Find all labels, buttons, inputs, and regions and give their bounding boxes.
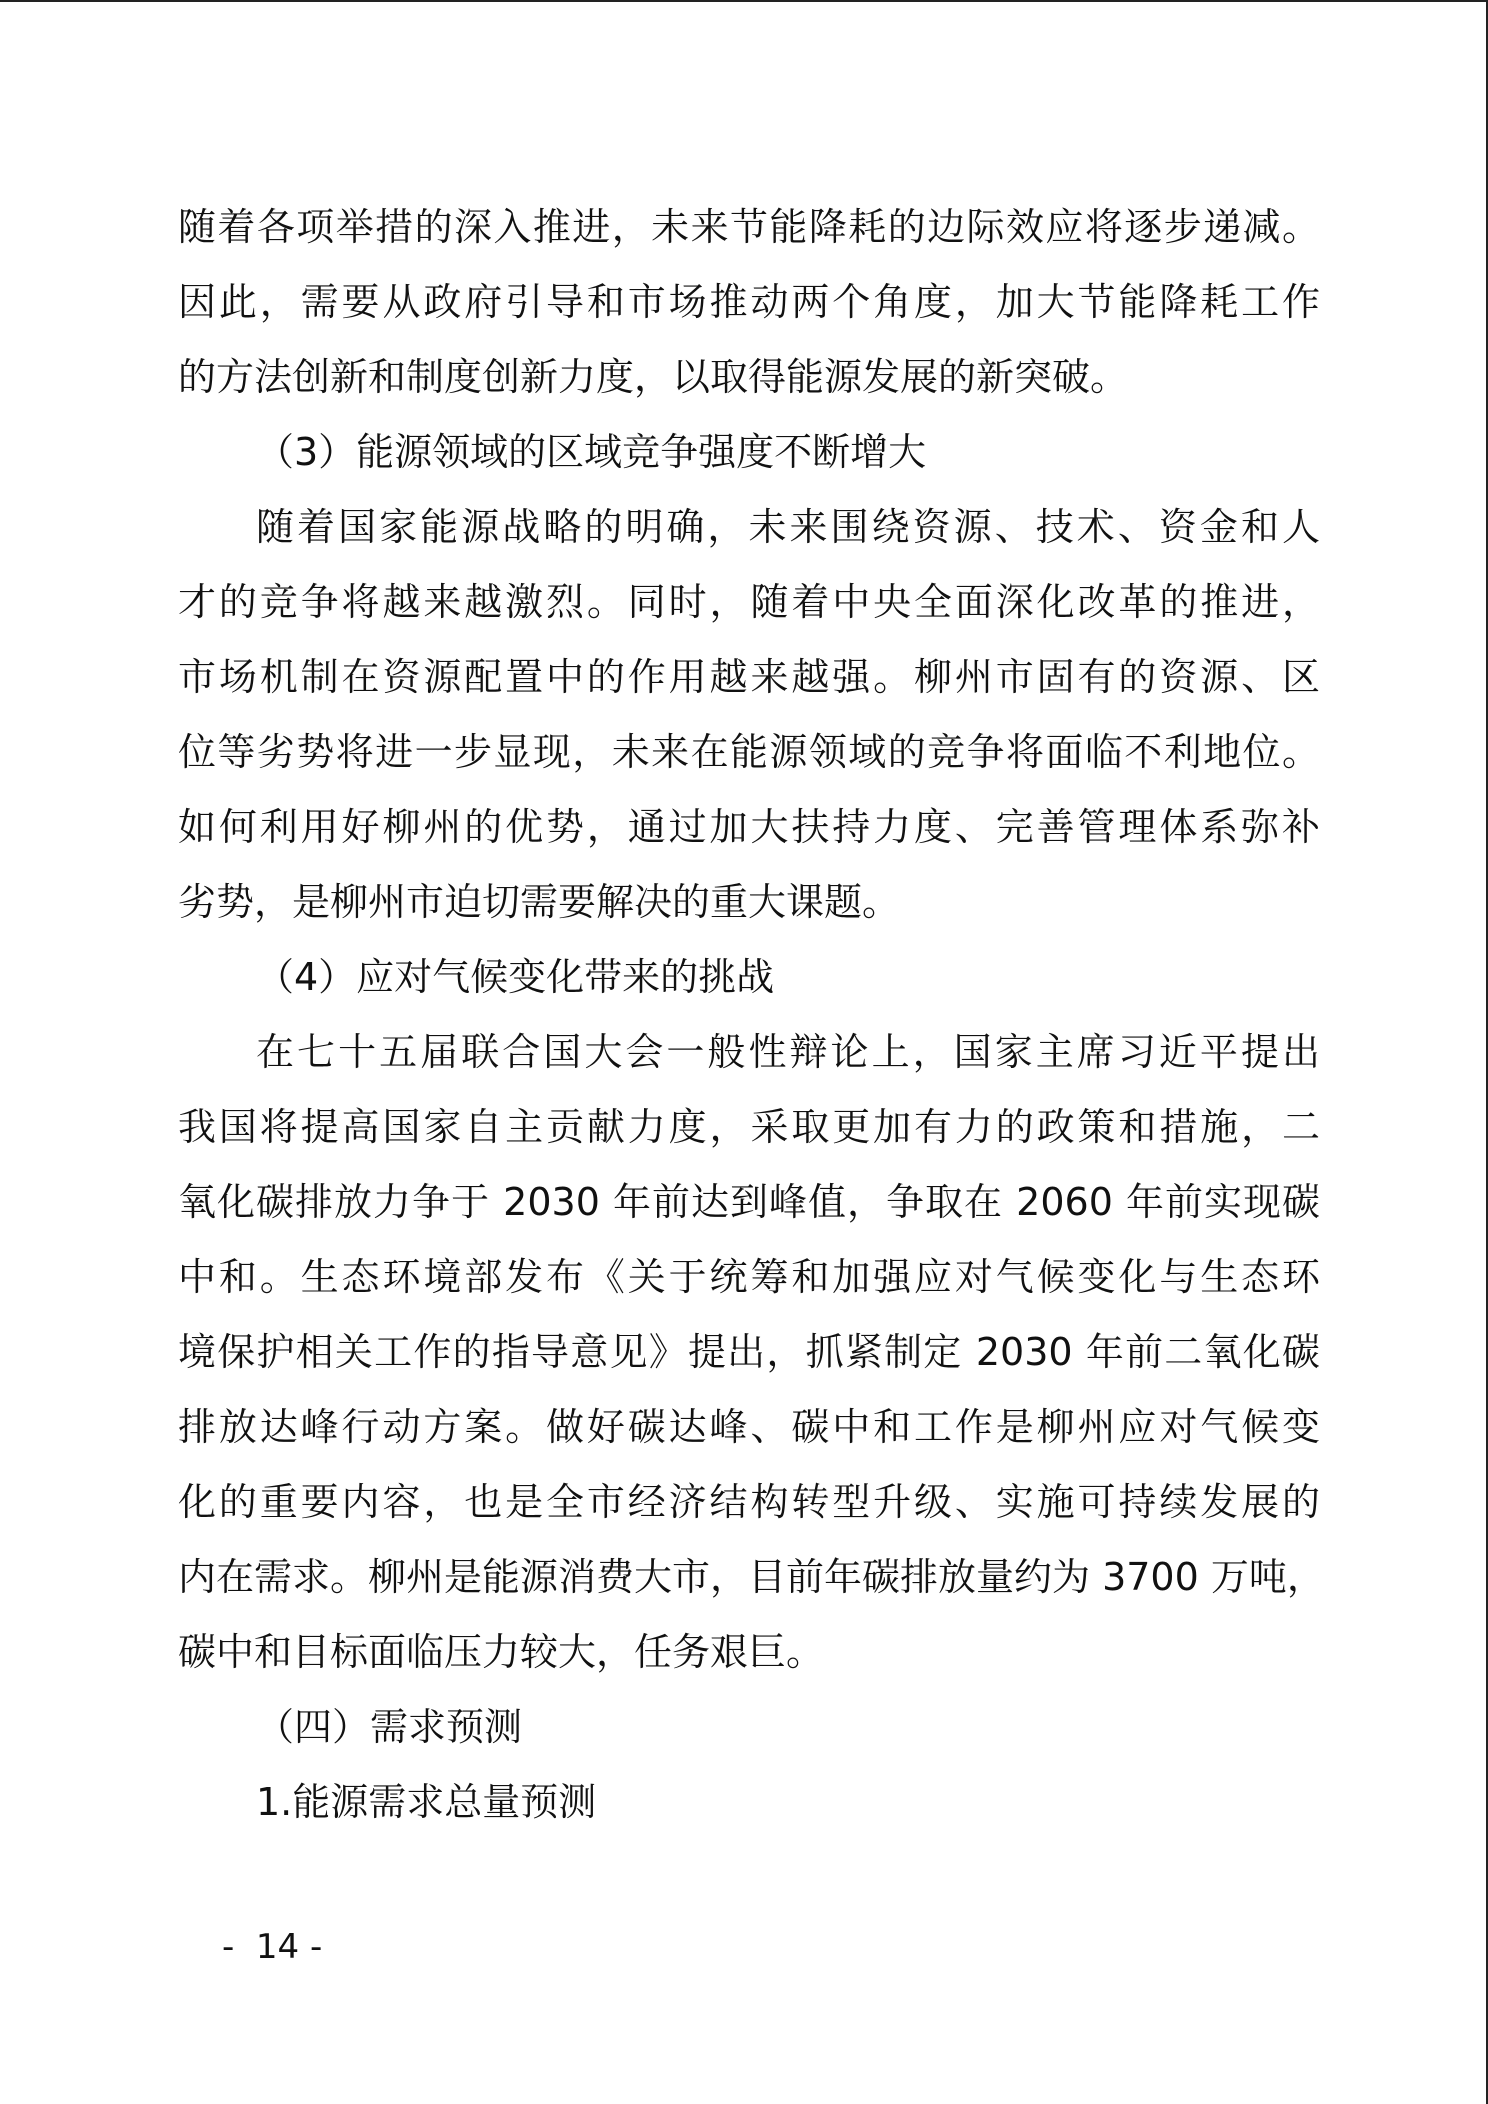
page-number: - 14 - xyxy=(222,1927,323,1967)
text-line: 随着国家能源战略的明确，未来围绕资源、技术、资金和人 xyxy=(256,505,1320,549)
section-heading: （3）能源领域的区域竞争强度不断增大 xyxy=(256,430,927,474)
document-body xyxy=(178,190,1325,1840)
text-line: 境保护相关工作的指导意见》提出，抓紧制定 2030 年前二氧化碳 xyxy=(178,1330,1320,1374)
text-line: 因此，需要从政府引导和市场推动两个角度，加大节能降耗工作 xyxy=(178,280,1320,324)
text-line: 的方法创新和制度创新力度，以取得能源发展的新突破。 xyxy=(178,355,1129,399)
section-heading: （4）应对气候变化带来的挑战 xyxy=(256,955,775,999)
text-line: 氧化碳排放力争于 2030 年前达到峰值，争取在 2060 年前实现碳 xyxy=(178,1180,1320,1224)
text-line: 排放达峰行动方案。做好碳达峰、碳中和工作是柳州应对气候变 xyxy=(178,1405,1320,1449)
text-line: 才的竞争将越来越激烈。同时，随着中央全面深化改革的推进， xyxy=(178,580,1320,624)
text-line: 中和。生态环境部发布《关于统筹和加强应对气候变化与生态环 xyxy=(178,1255,1320,1299)
section-heading: （四）需求预测 xyxy=(256,1705,523,1749)
text-line: 劣势，是柳州市迫切需要解决的重大课题。 xyxy=(178,880,901,924)
text-line: 碳中和目标面临压力较大，任务艰巨。 xyxy=(178,1630,825,1674)
text-line: 如何利用好柳州的优势，通过加大扶持力度、完善管理体系弥补 xyxy=(178,805,1320,849)
text-line: 化的重要内容，也是全市经济结构转型升级、实施可持续发展的 xyxy=(178,1480,1320,1524)
subsection-heading: 1.能源需求总量预测 xyxy=(256,1780,597,1824)
text-line: 位等劣势将进一步显现，未来在能源领域的竞争将面临不利地位。 xyxy=(178,730,1320,774)
text-line: 随着各项举措的深入推进，未来节能降耗的边际效应将逐步递减。 xyxy=(178,205,1320,249)
text-line: 我国将提高国家自主贡献力度，采取更加有力的政策和措施，二 xyxy=(178,1105,1320,1149)
text-line: 在七十五届联合国大会一般性辩论上，国家主席习近平提出 xyxy=(256,1030,1320,1074)
text-line: 市场机制在资源配置中的作用越来越强。柳州市固有的资源、区 xyxy=(178,655,1320,699)
text-line: 内在需求。柳州是能源消费大市，目前年碳排放量约为 3700 万吨， xyxy=(178,1555,1325,1599)
page-top-border xyxy=(0,0,1488,2)
